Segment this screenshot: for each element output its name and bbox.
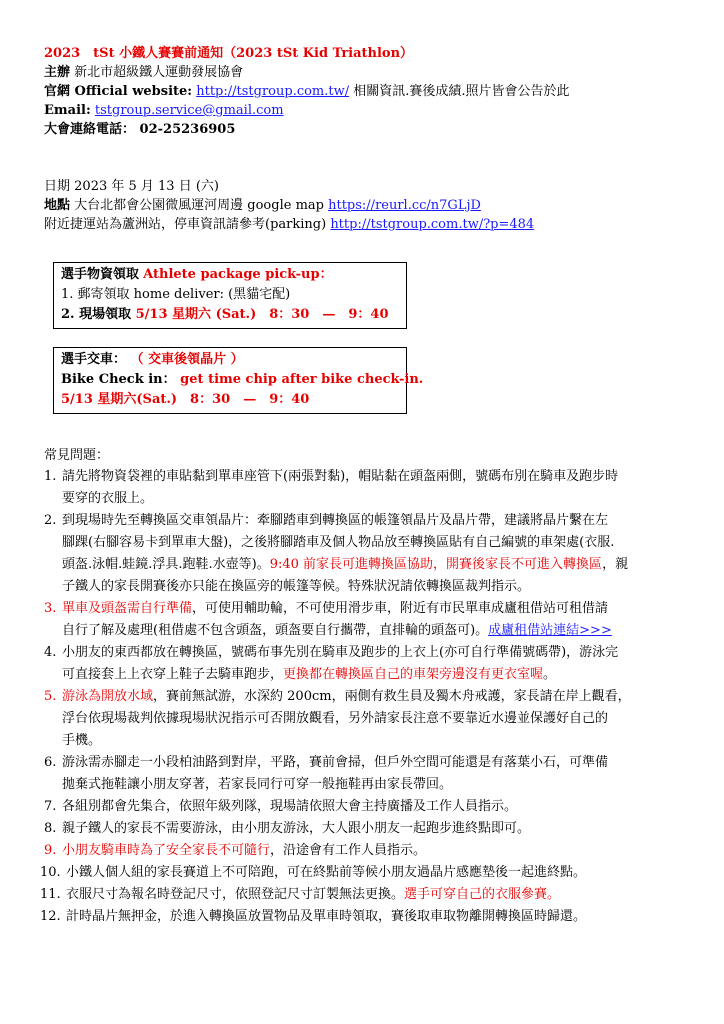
faq-highlight-text: 游泳為開放水域 xyxy=(62,689,154,704)
faq-item xyxy=(40,862,684,884)
faq-text: ，賽前無試游，水深約 200cm，兩側有救生員及獨木舟戒護，家長請在岸上觀看， xyxy=(153,689,631,704)
faq-text: 子鐵人的家長開賽後亦只能在換區旁的帳篷等候。特殊狀況請依轉換區裁判指示。 xyxy=(62,579,531,594)
faq-item-line xyxy=(62,554,684,576)
faq-item-line xyxy=(62,598,684,620)
package-option-delivery: 1. 郵寄領取 home deliver: (黑貓宅配) xyxy=(61,287,291,302)
faq-item-number: 8. xyxy=(44,821,57,836)
faq-item-line xyxy=(62,642,684,664)
faq-item xyxy=(44,752,684,796)
faq-item-line xyxy=(62,532,684,554)
faq-title: 常見問題： xyxy=(44,448,110,463)
faq-item-number: 7. xyxy=(44,799,57,814)
bike-checkin-line xyxy=(61,370,424,390)
faq-item-line xyxy=(62,774,684,796)
event-section xyxy=(44,177,684,234)
faq-text: 計時晶片無押金，於進入轉換區放置物品及單車時領取，賽後取車取物離開轉換區時歸還。 xyxy=(66,909,587,924)
header-section xyxy=(44,44,684,139)
bike-checkin-label: Bike Check in： xyxy=(61,372,176,387)
faq-item-number: 3. xyxy=(44,601,57,616)
faq-text: 浮台依現場裁判依據現場狀況指示可否開放觀看，另外請家長注意不要靠近水邊並保護好自己的 xyxy=(62,711,609,726)
email-link[interactable]: tstgroup.service@gmail.com xyxy=(94,103,284,118)
faq-highlight-text: 小朋友騎車時為了安全家長不可隨行 xyxy=(62,843,271,858)
faq-item-number: 2. xyxy=(44,513,57,528)
faq-text: 到現場時先至轉換區交車領晶片：牽腳踏車到轉換區的帳篷領晶片及晶片帶，建議將晶片繫在左 xyxy=(62,513,609,528)
faq-list xyxy=(40,466,684,928)
faq-item-line xyxy=(66,862,684,884)
faq-text: ，可使用輔助輪，不可使用滑步車，附近有市民單車成廬租借站可租借請 xyxy=(192,601,609,616)
faq-item-number: 10. xyxy=(40,865,61,880)
faq-item-number: 4. xyxy=(44,645,57,660)
website-link[interactable]: http://tstgroup.com.tw/ xyxy=(196,84,350,99)
faq-item-number: 6. xyxy=(44,755,57,770)
location-value: 大台北都會公園微風運河周邊 google map xyxy=(74,198,324,213)
faq-highlight-text: 選手可穿自己的衣服參賽。 xyxy=(404,887,561,902)
organizer-name: 新北市超級鐵人運動發展協會 xyxy=(74,65,244,80)
faq-text: 要穿的衣服上。 xyxy=(62,491,154,506)
phone-label: 大會連絡電話： xyxy=(44,122,136,137)
faq-item xyxy=(44,510,684,598)
email-label: Email: xyxy=(44,103,91,118)
faq-item-line xyxy=(62,620,684,642)
parking-row xyxy=(44,215,684,234)
faq-text: 拋棄式拖鞋讓小朋友穿著，若家長同行可穿一般拖鞋再由家長帶回。 xyxy=(62,777,453,792)
package-pickup-box xyxy=(53,262,407,329)
package-title xyxy=(61,265,398,285)
faq-item xyxy=(44,466,684,510)
faq-item xyxy=(44,818,684,840)
faq-item-line xyxy=(62,752,684,774)
map-link[interactable]: https://reurl.cc/n7GLjD xyxy=(328,198,481,213)
faq-item xyxy=(40,884,684,906)
faq-item-line xyxy=(62,686,684,708)
faq-highlight-text: 更換都在轉換區自己的車架旁邊沒有更衣室喔 xyxy=(283,667,544,682)
faq-item-number: 11. xyxy=(40,887,61,902)
faq-text: 請先將物資袋裡的車貼黏到單車座管下(兩張對黏)，帽貼黏在頭盔兩側，號碼布別在騎車及跑步時 xyxy=(62,469,619,484)
faq-item-line xyxy=(62,466,684,488)
faq-text: 衣服尺寸為報名時登記尺寸，依照登記尺寸訂製無法更換。 xyxy=(66,887,405,902)
date-value: 2023 年 5 月 13 日 (六) xyxy=(74,179,219,194)
faq-item-line xyxy=(66,906,684,928)
faq-text: 自行了解及處理(租借處不包含頭盔，頭盔要自行攜帶，直排輪的頭盔可)。 xyxy=(62,623,489,638)
package-title-zh: 選手物資領取 xyxy=(61,267,140,282)
package-title-en: Athlete package pick-up： xyxy=(143,267,333,282)
faq-item-line xyxy=(62,488,684,510)
email-row xyxy=(44,101,684,120)
organizer-label: 主辦 xyxy=(44,65,71,80)
bike-title-zh: 選手交車： xyxy=(61,352,127,367)
faq-item-number: 12. xyxy=(40,909,61,924)
faq-item xyxy=(44,598,684,642)
faq-item-line xyxy=(62,576,684,598)
faq-text: 游泳需赤腳走一小段柏油路到對岸，平路，賽前會掃，但戶外空間可能還是有落葉小石，可準備 xyxy=(62,755,609,770)
website-note: 相關資訊.賽後成績.照片皆會公告於此 xyxy=(353,84,570,99)
package-onsite-time: 5/13 星期六 (Sat.) 8：30 — 9：40 xyxy=(135,307,389,322)
faq-item xyxy=(44,840,684,862)
bike-checkin-note: get time chip after bike check-in. xyxy=(180,372,424,387)
website-row xyxy=(44,82,684,101)
faq-item-line xyxy=(62,510,684,532)
package-onsite-label: 2. 現場領取 xyxy=(61,307,132,322)
faq-text: 腳踝(右腳容易卡到單車大盤)，之後將腳踏車及個人物品放至轉換區貼有自己編號的車架處(衣服. xyxy=(62,535,615,550)
location-label: 地點 xyxy=(44,198,71,213)
phone-row xyxy=(44,120,684,139)
faq-text: 親子鐵人的家長不需要游泳，由小朋友游泳，大人跟小朋友一起跑步進終點即可。 xyxy=(62,821,531,836)
package-option-onsite xyxy=(61,305,398,325)
parking-link[interactable]: http://tstgroup.com.tw/?p=484 xyxy=(330,217,535,232)
bike-rental-link[interactable]: 成廬租借站連結>>> xyxy=(488,623,612,638)
faq-item-line xyxy=(62,708,684,730)
faq-item xyxy=(40,906,684,928)
website-label: 官網 Official website: xyxy=(44,84,193,99)
phone-number: 02-25236905 xyxy=(139,122,236,137)
date-label: 日期 xyxy=(44,179,71,194)
faq-item-line xyxy=(62,664,684,686)
faq-item xyxy=(44,796,684,818)
organizer-row xyxy=(44,63,684,82)
faq-text: 。 xyxy=(543,667,557,682)
faq-text: ，親 xyxy=(602,557,629,572)
faq-text: ，沿途會有工作人員指示。 xyxy=(270,843,427,858)
bike-title xyxy=(61,350,398,370)
faq-item-number: 5. xyxy=(44,689,57,704)
faq-item-line xyxy=(66,884,684,906)
faq-item-line xyxy=(62,796,684,818)
faq-text: 小鐵人個人組的家長賽道上不可陪跑，可在終點前等候小朋友過晶片感應墊後一起進終點。 xyxy=(66,865,587,880)
faq-item-line xyxy=(62,730,684,752)
faq-item-line xyxy=(62,840,684,862)
faq-highlight-text: 9:40 前家長可進轉換區協助，開賽後家長不可進入轉換區 xyxy=(269,557,603,572)
faq-text: 手機。 xyxy=(62,733,102,748)
faq-item xyxy=(44,686,684,752)
bike-checkin-box xyxy=(53,347,424,414)
parking-text: 附近捷運站為蘆洲站，停車資訊請參考(parking) xyxy=(44,217,327,232)
bike-title-note: （ 交車後領晶片 ） xyxy=(130,352,244,367)
bike-checkin-time: 5/13 星期六(Sat.) 8：30 — 9：40 xyxy=(61,392,310,407)
faq-text: 各組別都會先集合，依照年級列隊，現場請依照大會主持廣播及工作人員指示。 xyxy=(62,799,518,814)
date-row xyxy=(44,177,684,196)
faq-item-number: 1. xyxy=(44,469,57,484)
page-title: 2023 tSt 小鐵人賽賽前通知（2023 tSt Kid Triathlon） xyxy=(44,46,414,61)
faq-highlight-text: 單車及頭盔需自行準備 xyxy=(62,601,193,616)
faq-text: 小朋友的東西都放在轉換區，號碼布事先別在騎車及跑步的上衣上(亦可自行準備號碼帶)，游泳完 xyxy=(62,645,619,660)
faq-item-number: 9. xyxy=(44,843,57,858)
faq-item-line xyxy=(62,818,684,840)
location-row xyxy=(44,196,684,215)
faq-item xyxy=(44,642,684,686)
faq-text: 頭盔.泳帽.蛙鏡.浮具.跑鞋.水壺等)。 xyxy=(62,557,270,572)
faq-text: 可直接套上上衣穿上鞋子去騎車跑步， xyxy=(62,667,284,682)
